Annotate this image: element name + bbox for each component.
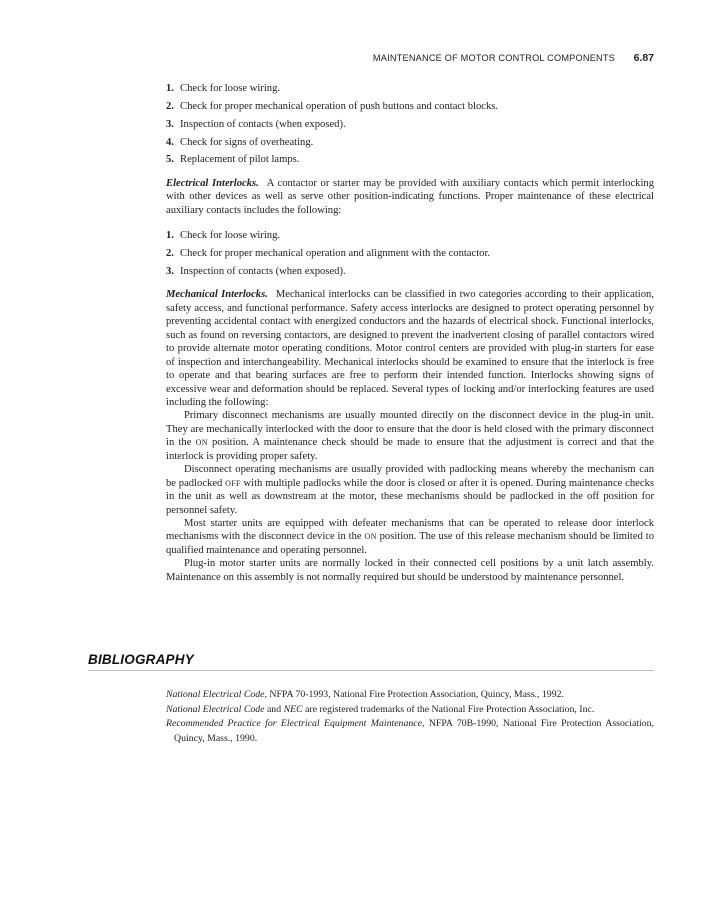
item-text: Replacement of pilot lamps.	[180, 154, 300, 166]
item-number: 1.	[166, 83, 174, 94]
bibliography-entry: National Electrical Code, NFPA 70-1993, National Fire Protection Association, Quincy, Mass., 1992.	[166, 689, 564, 700]
checklist-electrical	[166, 229, 654, 278]
item-text: Check for loose wiring.	[180, 230, 281, 242]
mechanical-interlocks-heading: Mechanical Interlocks.	[166, 289, 268, 301]
item-number: 1.	[166, 230, 174, 242]
mechanical-interlocks-text: Mechanical interlocks can be classified in two categories according to their application, safety access, and functional performance. Safety access interlocks are designed to protect operating personnel by preventing accidental contact with energized conductors and the hazards of electrical shock. Functional interlocks, such as found on reversing contactors, are designed to prevent the inadvertent closing of parallel contactors wired to provide alternate motor operating conditions. Motor control centers are provided with plug-in starters for ease of inspection and interchangeability. Mechanical interlocks should be examined to ensure that the interlock is free to operate and that bearing surfaces are free to perform their intended function. Interlocks showing signs of excessive wear and deformation should be replaced. Several types of locking and/or interlocking features are used including the following:	[166, 289, 654, 408]
item-text: Check for signs of overheating.	[180, 136, 314, 148]
electrical-interlocks-paragraph	[166, 177, 654, 217]
item-text: Check for proper mechanical operation and alignment with the contactor.	[180, 248, 491, 260]
disconnect-operating-paragraph: Disconnect operating mechanisms are usually provided with padlocking means whereby the mechanism can be padlocked OFF with multiple padlocks while the door is closed or after it is opened. During maintenance checks in the unit as well as downstream at the motor, these mechanisms should be padlocked in the off position for personnel safety.	[166, 464, 654, 516]
unit-latch-paragraph: Plug-in motor starter units are normally locked in their connected cell positions by a unit latch assembly. Maintenance on this assembly is not normally required but should be understood by maintenance personnel.	[166, 558, 654, 583]
item-number: 4.	[166, 136, 174, 148]
primary-disconnect-paragraph: Primary disconnect mechanisms are usually mounted directly on the disconnect device in the plug-in unit. They are mechanically interlocked with the door to ensure that the door is held closed with the primary disconnect in the ON position. A maintenance check should be made to ensure that the adjustment is correct and that the interlock is providing proper safety.	[166, 410, 654, 462]
item-number: 2.	[166, 100, 174, 112]
defeater-paragraph: Most starter units are equipped with defeater mechanisms that can be operated to release door interlock mechanisms with the disconnect device in the ON position. The use of this release mechanism should be limited to qualified maintenance and operating personnel.	[166, 518, 655, 556]
bibliography-entry: National Electrical Code and NEC are registered trademarks of the National Fire Protection Association, Inc.	[166, 703, 595, 715]
electrical-interlocks-heading: Electrical Interlocks.	[166, 177, 259, 189]
item-number: 5.	[166, 154, 174, 166]
list-item	[166, 82, 654, 95]
list-item	[166, 118, 654, 131]
item-number: 3.	[166, 118, 174, 130]
checklist-general	[166, 82, 654, 167]
item-number: 2.	[166, 248, 174, 260]
list-item	[166, 247, 654, 260]
page-number: 6.87	[633, 52, 654, 64]
list-item	[166, 153, 654, 166]
bibliography-entry: Recommended Practice for Electrical Equipment Maintenance, NFPA 70B-1990, National Fire Protection Association, Quincy, Mass., 1990.	[166, 718, 654, 745]
bibliography-heading: BIBLIOGRAPHY	[88, 652, 194, 667]
list-item	[166, 136, 654, 149]
running-title: MAINTENANCE OF MOTOR CONTROL COMPONENTS	[372, 53, 615, 63]
running-header	[0, 52, 654, 68]
item-text: Inspection of contacts (when exposed).	[180, 265, 346, 277]
bibliography-list	[166, 688, 654, 747]
item-text: Inspection of contacts (when exposed).	[180, 118, 346, 130]
item-number: 3.	[166, 265, 174, 277]
list-item	[166, 229, 654, 242]
list-item	[166, 100, 654, 113]
item-text: Check for loose wiring.	[180, 83, 281, 94]
item-text: Check for proper mechanical operation of push buttons and contact blocks.	[180, 100, 499, 112]
electrical-interlocks-text: A contactor or starter may be provided with auxiliary contacts which permit interlocking with other devices as well as serve other position-indicating functions. Proper maintenance of these electrical auxiliary contacts includes the following:	[166, 177, 654, 216]
main-column	[166, 82, 654, 584]
bibliography-divider	[88, 670, 654, 671]
list-item	[166, 265, 654, 278]
mechanical-interlocks-paragraph	[166, 288, 654, 409]
